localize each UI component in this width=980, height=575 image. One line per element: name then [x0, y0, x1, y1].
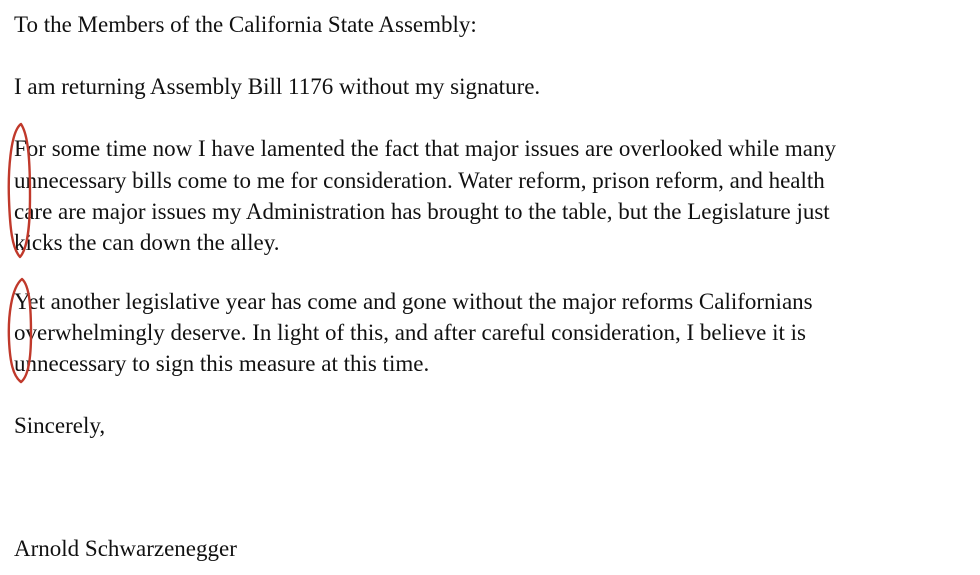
paragraph-1-line-3: care are major issues my Administration has brought to the table, but the Legislature just: [14, 199, 830, 224]
paragraph-1-line-1: For some time now I have lamented the fact that major issues are overlooked while many: [14, 136, 837, 161]
salutation: To the Members of the California State Assembly:: [14, 12, 477, 37]
veto-letter: [14, 0, 974, 575]
closing: Sincerely,: [14, 413, 106, 438]
paragraph-1-line-4: kicks the can down the alley.: [14, 230, 280, 255]
paragraph-2-line-2: overwhelmingly deserve. In light of this, and after careful consideration, I believe it is: [14, 320, 806, 345]
intro-sentence: I am returning Assembly Bill 1176 without my signature.: [14, 74, 541, 99]
signer-name: Arnold Schwarzenegger: [14, 536, 237, 561]
paragraph-1-line-2: unnecessary bills come to me for consideration. Water reform, prison reform, and health: [14, 168, 825, 193]
paragraph-2-line-1: Yet another legislative year has come and gone without the major reforms Californians: [14, 289, 813, 314]
paragraph-2-line-3: unnecessary to sign this measure at this time.: [14, 351, 430, 376]
